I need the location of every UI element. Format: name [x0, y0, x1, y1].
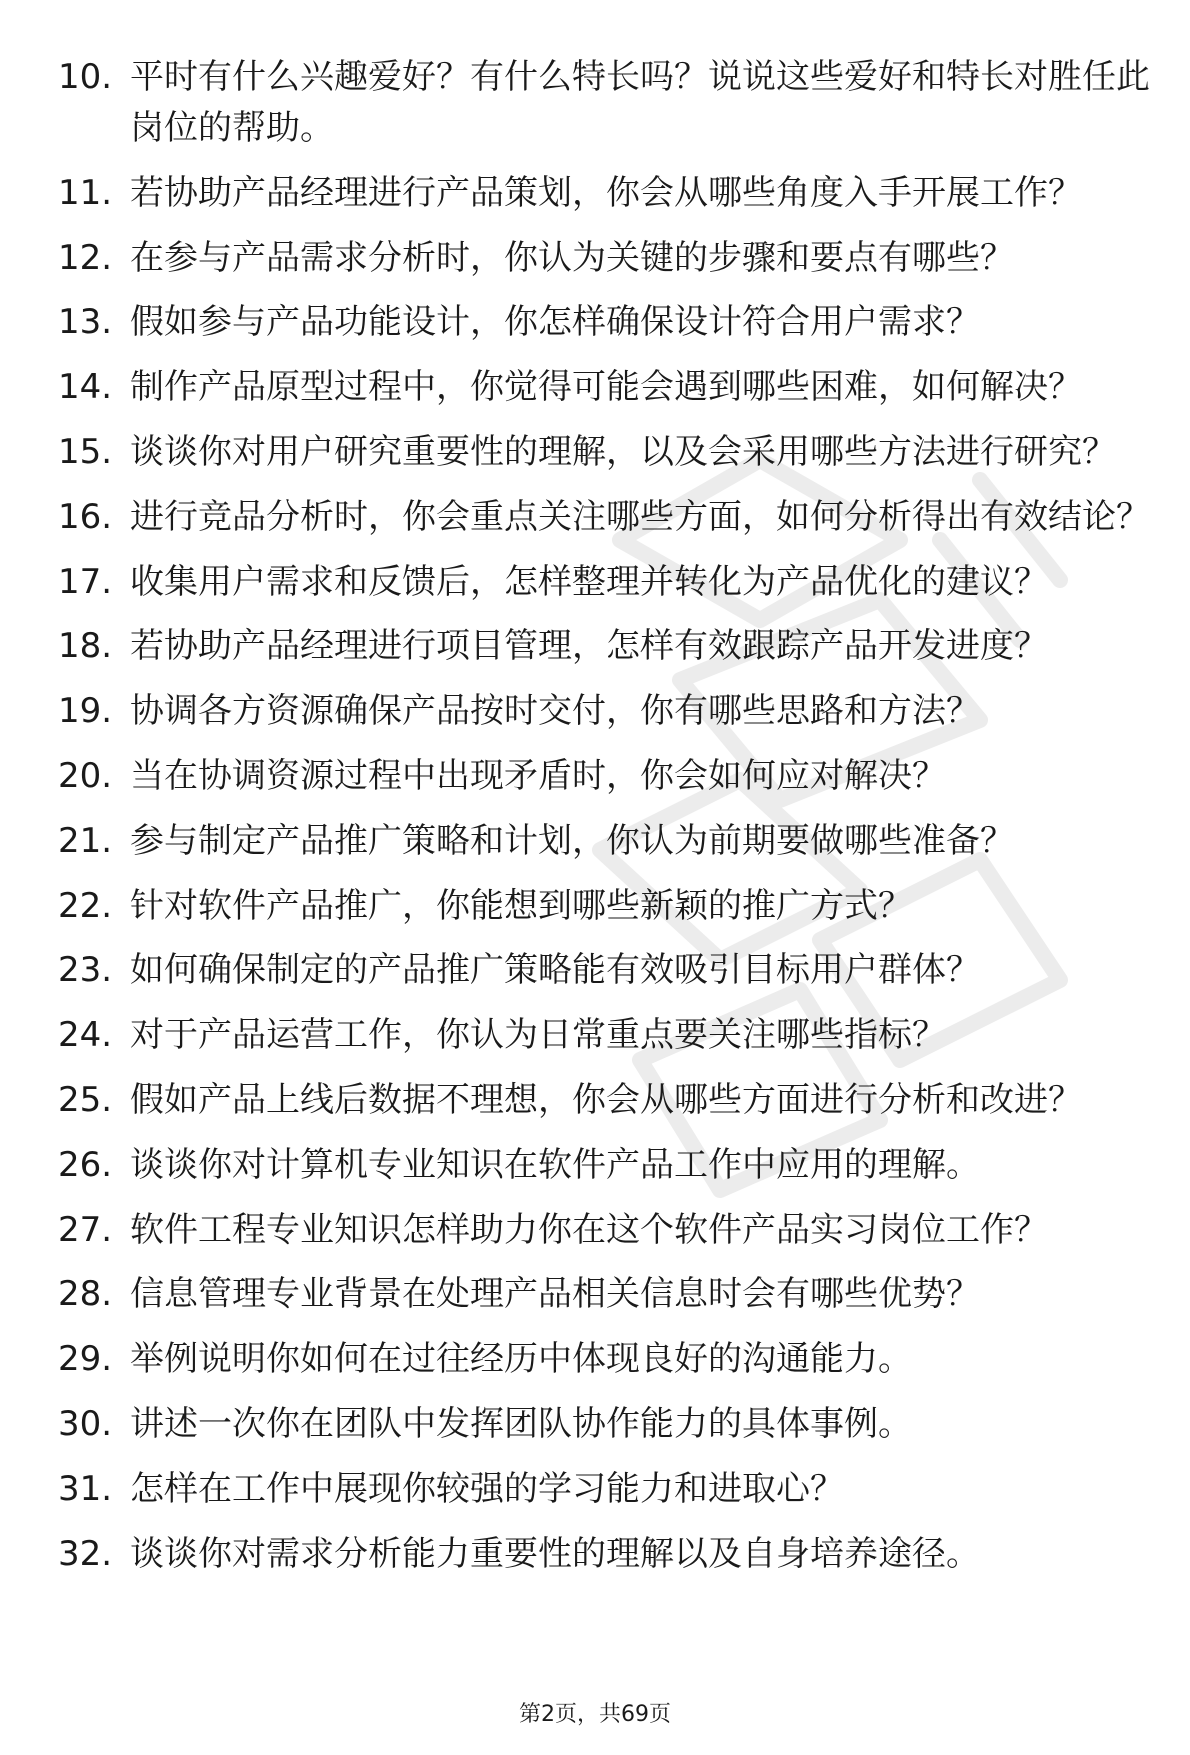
question-item — [58, 1269, 1158, 1320]
question-item — [58, 1010, 1158, 1061]
question-number: 11. — [58, 172, 113, 213]
question-item — [58, 686, 1158, 737]
question-number: 18. — [58, 626, 113, 667]
question-list — [58, 52, 1158, 1593]
question-number: 22. — [58, 885, 113, 926]
question-item — [58, 1205, 1158, 1256]
question-number: 17. — [58, 561, 113, 602]
question-number: 20. — [58, 755, 113, 796]
question-text: 怎样在工作中展现你较强的学习能力和进取心？ — [130, 1468, 844, 1509]
question-text: 谈谈你对计算机专业知识在软件产品工作中应用的理解。 — [130, 1144, 980, 1185]
question-item — [58, 168, 1158, 219]
question-item — [58, 816, 1158, 867]
question-text: 平时有什么兴趣爱好？有什么特长吗？说说这些爱好和特长对胜任此岗位的帮助。 — [130, 57, 1150, 148]
question-text: 讲述一次你在团队中发挥团队协作能力的具体事例。 — [130, 1403, 912, 1444]
question-number: 16. — [58, 496, 113, 537]
question-item — [58, 52, 1158, 154]
question-number: 13. — [58, 302, 113, 343]
question-item — [58, 362, 1158, 413]
question-text: 针对软件产品推广，你能想到哪些新颖的推广方式？ — [130, 885, 912, 926]
question-number: 10. — [58, 57, 113, 97]
question-text: 对于产品运营工作，你认为日常重点要关注哪些指标？ — [130, 1015, 946, 1056]
question-number: 26. — [58, 1144, 113, 1185]
question-number: 24. — [58, 1015, 113, 1056]
question-text: 当在协调资源过程中出现矛盾时，你会如何应对解决？ — [130, 755, 946, 796]
question-number: 23. — [58, 950, 113, 991]
question-item — [58, 1075, 1158, 1126]
question-text: 假如产品上线后数据不理想，你会从哪些方面进行分析和改进？ — [130, 1079, 1082, 1120]
question-item — [58, 297, 1158, 348]
question-text: 若协助产品经理进行产品策划，你会从哪些角度入手开展工作？ — [130, 172, 1082, 213]
question-text: 在参与产品需求分析时，你认为关键的步骤和要点有哪些？ — [130, 237, 1014, 278]
question-number: 19. — [58, 691, 113, 732]
question-item — [58, 945, 1158, 996]
question-item — [58, 881, 1158, 932]
question-number: 25. — [58, 1079, 113, 1120]
question-text: 假如参与产品功能设计，你怎样确保设计符合用户需求？ — [130, 302, 980, 343]
question-number: 15. — [58, 431, 113, 472]
question-text: 参与制定产品推广策略和计划，你认为前期要做哪些准备？ — [130, 820, 1014, 861]
question-number: 32. — [58, 1533, 113, 1574]
question-text: 举例说明你如何在过往经历中体现良好的沟通能力。 — [130, 1339, 912, 1380]
question-number: 30. — [58, 1403, 113, 1444]
question-number: 27. — [58, 1209, 113, 1250]
question-item — [58, 233, 1158, 284]
question-item — [58, 557, 1158, 608]
question-item — [58, 492, 1158, 543]
question-number: 21. — [58, 820, 113, 861]
page-footer — [0, 1701, 1190, 1729]
question-number: 12. — [58, 237, 113, 278]
question-text: 软件工程专业知识怎样助力你在这个软件产品实习岗位工作？ — [130, 1209, 1048, 1250]
question-text: 协调各方资源确保产品按时交付，你有哪些思路和方法？ — [130, 691, 980, 732]
question-item — [58, 1464, 1158, 1515]
question-text: 谈谈你对用户研究重要性的理解，以及会采用哪些方法进行研究？ — [130, 431, 1116, 472]
question-item — [58, 751, 1158, 802]
question-item — [58, 1529, 1158, 1580]
question-text: 如何确保制定的产品推广策略能有效吸引目标用户群体？ — [130, 950, 980, 991]
question-text: 进行竞品分析时，你会重点关注哪些方面，如何分析得出有效结论？ — [130, 496, 1150, 537]
question-item — [58, 1334, 1158, 1385]
question-number: 31. — [58, 1468, 113, 1509]
question-item — [58, 1399, 1158, 1450]
question-text: 收集用户需求和反馈后，怎样整理并转化为产品优化的建议？ — [130, 561, 1048, 602]
question-item — [58, 1140, 1158, 1191]
question-text: 谈谈你对需求分析能力重要性的理解以及自身培养途径。 — [130, 1533, 980, 1574]
question-text: 信息管理专业背景在处理产品相关信息时会有哪些优势？ — [130, 1274, 980, 1315]
question-number: 29. — [58, 1339, 113, 1380]
question-text: 若协助产品经理进行项目管理，怎样有效跟踪产品开发进度？ — [130, 626, 1048, 667]
question-number: 28. — [58, 1274, 113, 1315]
question-number: 14. — [58, 367, 113, 408]
question-item — [58, 621, 1158, 672]
question-item — [58, 427, 1158, 478]
page-indicator: 第2页，共69页 — [519, 1702, 671, 1727]
question-text: 制作产品原型过程中，你觉得可能会遇到哪些困难，如何解决？ — [130, 367, 1082, 408]
